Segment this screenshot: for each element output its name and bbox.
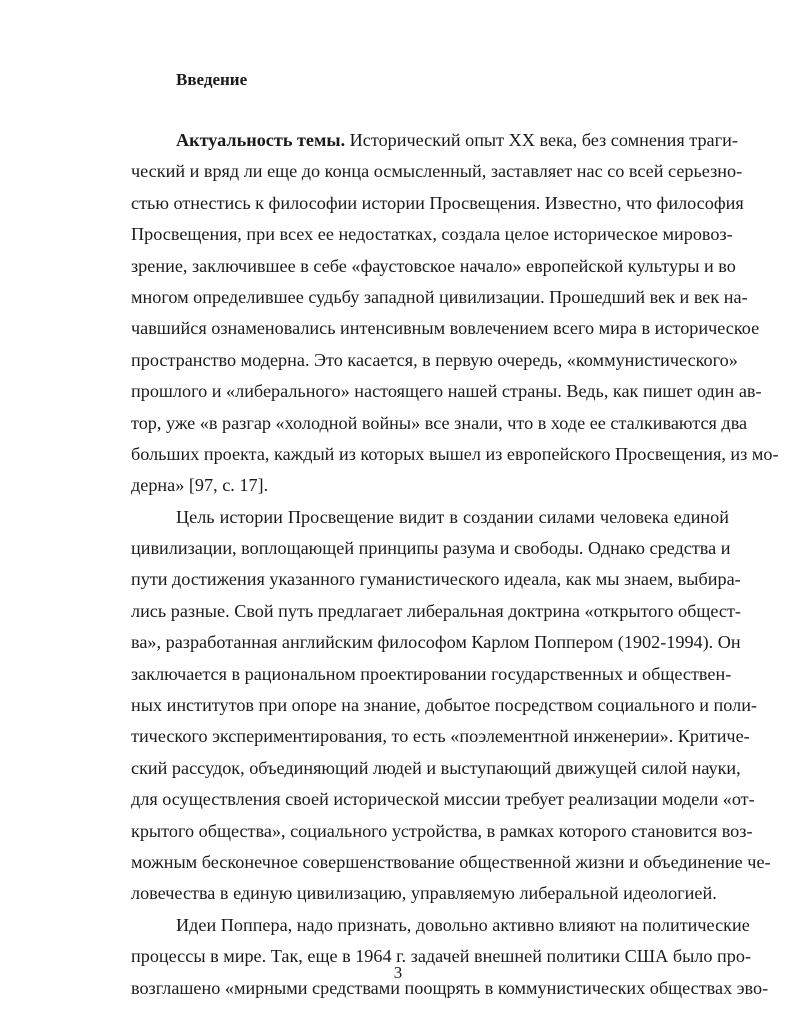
paragraph-line: крытого общества», социального устройства, в рамках которого становится воз- xyxy=(131,820,753,841)
page-number: 3 xyxy=(393,963,403,982)
relevance-lead: Актуальность темы. xyxy=(176,130,346,150)
paragraph-relevance xyxy=(131,125,779,502)
paragraph-line: для осуществления своей исторической миссии требует реализации модели «от- xyxy=(131,789,755,810)
paragraph-line: заключается в рациональном проектировании государственных и обществен- xyxy=(131,663,732,684)
paragraph-line: дерна» [97, с. 17]. xyxy=(131,475,269,496)
paragraph-goal xyxy=(131,502,771,910)
paragraph-line: пути достижения указанного гуманистического идеала, как мы знаем, выбира- xyxy=(131,569,741,590)
paragraph-line: Идеи Поппера, надо признать, довольно активно влияют на политические xyxy=(176,914,750,935)
paragraph-line: возглашено «мирными средствами поощрять в коммунистических обществах эво- xyxy=(131,977,769,998)
paragraph-line: ва», разработанная английским философом Карлом Поппером (1902-1994). Он xyxy=(131,632,741,653)
paragraph-line: Просвещения, при всех ее недостатках, создала целое историческое мировоз- xyxy=(131,224,733,245)
paragraph-line: чавшийся ознаменовались интенсивным вовлечением всего мира в историческое xyxy=(131,318,760,339)
section-heading: Введение xyxy=(176,70,248,89)
paragraph-line: процессы в мире. Так, еще в 1964 г. задачей внешней политики США было про- xyxy=(131,946,751,967)
paragraph-line: тор, уже «в разгар «холодной войны» все знали, что в ходе ее сталкиваются два xyxy=(131,412,748,433)
paragraph-line: лись разные. Свой путь предлагает либеральная доктрина «открытого общест- xyxy=(131,600,741,621)
paragraph-line: ловечества в единую цивилизацию, управляемую либеральной идеологией. xyxy=(131,883,717,904)
paragraph-line: цивилизации, воплощающей принципы разума и свободы. Однако средства и xyxy=(131,538,731,559)
paragraph-line: Актуальность темы. Исторический опыт XX века, без сомнения траги- xyxy=(176,130,738,150)
paragraph-line: ский рассудок, объединяющий людей и выступающий движущей силой науки, xyxy=(131,757,741,778)
paragraph-line: многом определившее судьбу западной цивилизации. Прошедший век и век на- xyxy=(131,286,748,307)
paragraph-line: ных институтов при опоре на знание, добытое посредством социального и поли- xyxy=(131,695,757,716)
document-body xyxy=(131,125,779,1004)
paragraph-line: Цель истории Просвещение видит в создании силами человека единой xyxy=(176,506,729,527)
paragraph-line: пространство модерна. Это касается, в первую очередь, «коммунистического» xyxy=(131,349,738,370)
paragraph-line: зрение, заключившее в себе «фаустовское начало» европейской культуры и во xyxy=(131,255,736,276)
paragraph-line: больших проекта, каждый из которых вышел из европейского Просвещения, из мо- xyxy=(131,443,779,464)
paragraph-line: тического экспериментирования, то есть «поэлементной инженерии». Критиче- xyxy=(131,726,750,747)
paragraph-line: ческий и вряд ли еще до конца осмысленный, заставляет нас со всей серьезно- xyxy=(131,161,743,182)
paragraph-line: прошлого и «либерального» настоящего нашей страны. Ведь, как пишет один ав- xyxy=(131,381,762,402)
paragraph-line: можным бесконечное совершенствование общественной жизни и объединение че- xyxy=(131,851,771,872)
paragraph-line: стью отнестись к философии истории Просвещения. Известно, что философия xyxy=(131,192,744,213)
paragraph-popper-ideas xyxy=(131,910,769,1004)
